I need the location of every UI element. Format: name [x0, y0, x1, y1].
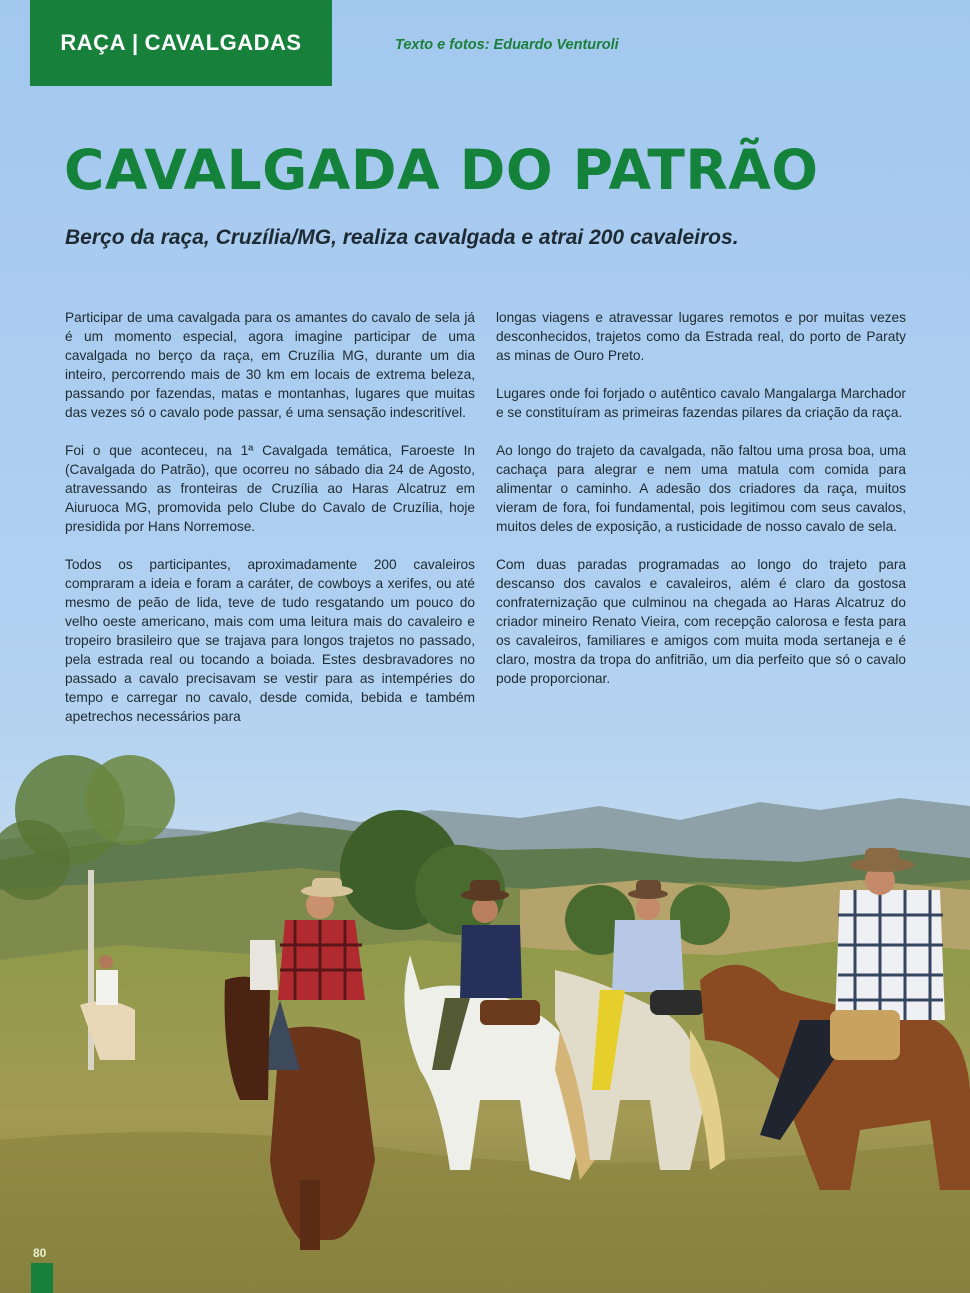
right-column: [496, 308, 906, 707]
article-title: CAVALGADA DO PATRÃO: [64, 138, 819, 202]
page-marker: [31, 1263, 53, 1293]
section-label-breed: RAÇA: [60, 30, 126, 55]
riders-photo: [0, 740, 970, 1293]
article-subtitle: Berço da raça, Cruzília/MG, realiza cavalgada e atrai 200 cavaleiros.: [65, 226, 739, 249]
paragraph: Ao longo do trajeto da cavalgada, não faltou uma prosa boa, uma cachaça para alegrar e nem uma matula com comida para alimentar o caminho. A adesão dos criadores da raça, muitos vieram de fora, foi fundamental, pois legitimou com seus cavalos, muitos deles de exposição, a rusticidade de nosso cavalo de sela.: [496, 443, 906, 534]
paragraph: longas viagens e atravessar lugares remotos e por muitas vezes desconhecidos, trajetos como da Estrada real, do porto de Paraty as minas de Ouro Preto.: [496, 310, 906, 363]
section-separator: |: [131, 30, 139, 55]
paragraph: Foi o que aconteceu, na 1ª Cavalgada temática, Faroeste In (Cavalgada do Patrão), que ocorreu no sábado dia 24 de Agosto, atravessando as fronteiras de Cruzília ao Haras Alcatruz em Aiuruoca MG, promovida pelo Clube do Cavalo de Cruzília, hoje presidida por Hans Norremose.: [65, 443, 475, 534]
paragraph: Todos os participantes, aproximadamente 200 cavaleiros compraram a ideia e foram a caráter, de cowboys a xerifes, ou até mesmo de peão de lida, teve de tudo resgatando um pouco do velho oeste americano, mais com uma leitura mais do cavaleiro e tropeiro brasileiro que se trajava para longos trajetos no passado, pela estrada real ou tocando a boiada. Estes desbravadores no passado a cavalo precisavam se vestir para as intempéries do tempo e carregar no cavalo, desde comida, bebida e também apetrechos necessários para: [65, 557, 475, 724]
paragraph: Com duas paradas programadas ao longo do trajeto para descanso dos cavalos e cavaleiros, além é claro da gostosa confraternização que culminou na chegada ao Haras Alcatruz do criador mineiro Renato Vieira, com recepção calorosa e festa para os cavaleiros, familiares e amigos com muita moda sertaneja e é claro, mostra da tropa do anfitrião, um dia perfeito que só o cavalo pode proporcionar.: [496, 557, 906, 686]
paragraph: Participar de uma cavalgada para os amantes do cavalo de sela já é um momento especial, agora imagine participar de uma cavalgada no berço da raça, em Cruzília MG, durante um dia inteiro, percorrendo mais de 30 km em locais de extrema beleza, passando por fazendas, matas e montanhas, lugares que muitas das vezes só o cavalo pode passar, é uma sensação indescritível.: [65, 310, 475, 420]
paragraph: Lugares onde foi forjado o autêntico cavalo Mangalarga Marchador e se constituíram as primeiras fazendas pilares da criação da raça.: [496, 386, 906, 420]
left-column: [65, 308, 475, 745]
page-number: 80: [33, 1246, 47, 1260]
section-tab: [30, 0, 332, 86]
section-label-rides: CAVALGADAS: [144, 30, 302, 55]
photo-credit: Texto e fotos: Eduardo Venturoli: [395, 37, 619, 53]
